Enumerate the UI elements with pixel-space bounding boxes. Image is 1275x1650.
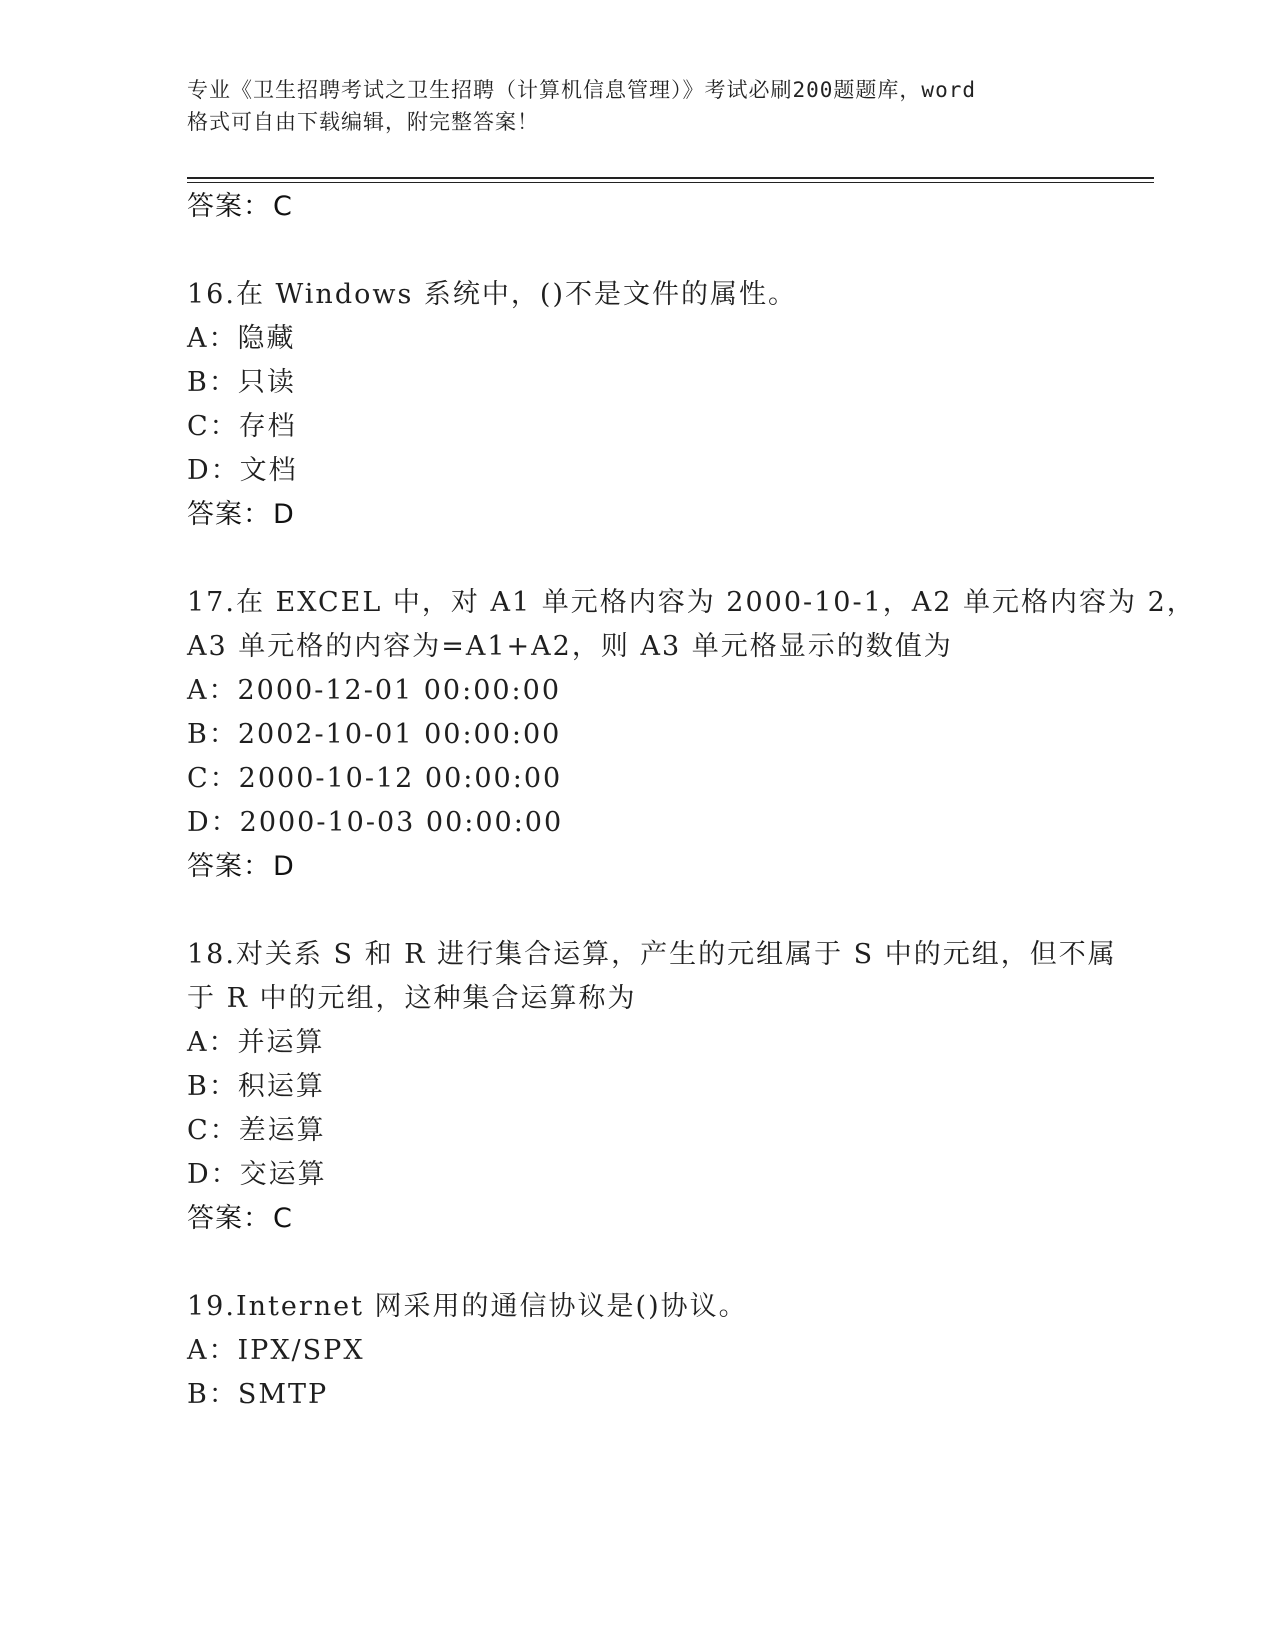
- question-16-option-b: B：只读: [187, 367, 296, 398]
- question-18-option-c: C：差运算: [187, 1115, 326, 1146]
- question-18-option-b: B：积运算: [187, 1071, 325, 1102]
- question-16-text: 16.在 Windows 系统中，()不是文件的属性。: [187, 279, 797, 310]
- header-divider-thick: [187, 177, 1154, 179]
- question-18-answer: [187, 1196, 293, 1235]
- question-17-text-line-2: A3 单元格的内容为=A1+A2，则 A3 单元格显示的数值为: [187, 631, 953, 662]
- question-19-option-a: A：IPX/SPX: [187, 1335, 365, 1366]
- answer-value: D: [273, 499, 295, 530]
- answer-label: 答案：: [187, 851, 271, 882]
- answer-line: [187, 184, 293, 223]
- document-header: [187, 74, 1087, 138]
- question-18-option-a: A：并运算: [187, 1027, 325, 1058]
- header-line-1: 专业《卫生招聘考试之卫生招聘（计算机信息管理）》考试必刷200题题库，word: [187, 78, 976, 102]
- question-18-option-d: D：交运算: [187, 1159, 327, 1190]
- answer-value: D: [273, 851, 295, 882]
- question-18-text-line-1: 18.对关系 S 和 R 进行集合运算，产生的元组属于 S 中的元组，但不属: [187, 939, 1117, 970]
- question-17-text-line-1: 17.在 EXCEL 中，对 A1 单元格内容为 2000-10-1，A2 单元格内容为 2，: [187, 587, 1196, 618]
- answer-label: 答案：: [187, 191, 271, 222]
- question-16-option-d: D：文档: [187, 455, 298, 486]
- question-17-option-c: C：2000-10-12 00:00:00: [187, 763, 563, 794]
- header-divider-thin: [187, 182, 1154, 183]
- question-17-answer: [187, 844, 295, 883]
- question-16-option-c: C：存档: [187, 411, 297, 442]
- answer-label: 答案：: [187, 499, 271, 530]
- answer-label: 答案：: [187, 1203, 271, 1234]
- question-17-option-b: B：2002-10-01 00:00:00: [187, 719, 562, 750]
- question-18-text-line-2: 于 R 中的元组，这种集合运算称为: [187, 983, 637, 1014]
- question-19-option-b: B：SMTP: [187, 1379, 329, 1410]
- question-17-option-a: A：2000-12-01 00:00:00: [187, 675, 562, 706]
- question-19-text: 19.Internet 网采用的通信协议是()协议。: [187, 1291, 748, 1322]
- answer-value: C: [273, 1203, 293, 1234]
- question-16-option-a: A：隐藏: [187, 323, 296, 354]
- question-16-answer: [187, 492, 295, 531]
- header-line-2: 格式可自由下载编辑，附完整答案！: [187, 110, 539, 134]
- answer-value: C: [273, 191, 293, 222]
- question-17-option-d: D：2000-10-03 00:00:00: [187, 807, 564, 838]
